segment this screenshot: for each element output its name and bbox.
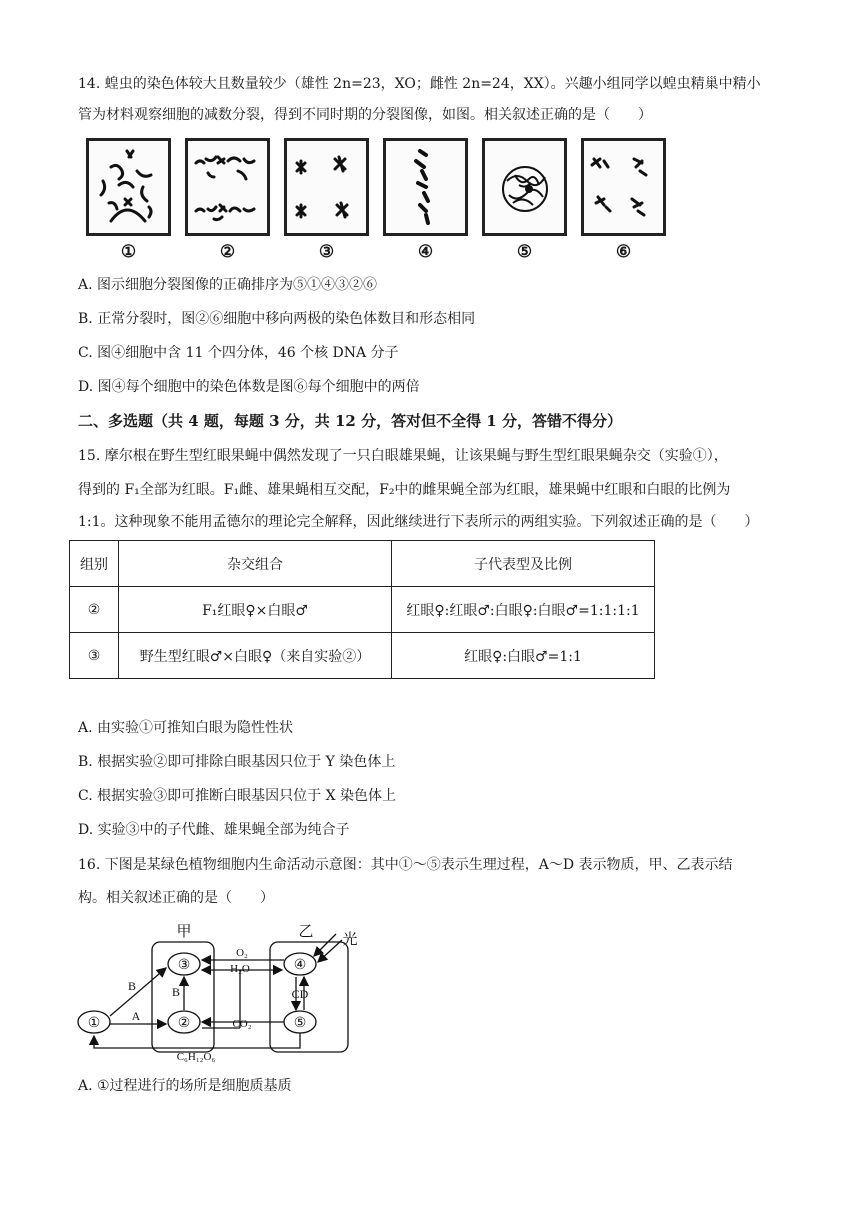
table-cell: ② <box>70 587 119 633</box>
q15-option-b: B. 根据实验②即可排除白眼基因只位于 Y 染色体上 <box>78 754 396 770</box>
table-cell: 红眼♀:白眼♂=1:1 <box>392 633 655 679</box>
table-header-row <box>70 541 655 587</box>
q15-stem-line1: 15. 摩尔根在野生型红眼果蝇中偶然发现了一只白眼雄果蝇，让该果蝇与野生型红眼果蝇杂交（实验①）， <box>78 448 728 464</box>
table-header-cell: 杂交组合 <box>119 541 392 587</box>
label-yi: 乙 <box>298 924 314 940</box>
table-cell: 野生型红眼♂×白眼♀（来自实验②） <box>119 633 392 679</box>
label-h2o: H₂O <box>230 963 250 975</box>
table-cell: 红眼♀:红眼♂:白眼♀:白眼♂=1:1:1:1 <box>392 587 655 633</box>
cell-label-6: ⑥ <box>615 242 632 262</box>
cell-image-3 <box>284 138 369 236</box>
label-jia: 甲 <box>176 924 192 940</box>
cell-label-1: ① <box>120 242 137 262</box>
node-label-5: ⑤ <box>293 1016 307 1031</box>
table-cell: ③ <box>70 633 119 679</box>
cell-image-6 <box>581 138 666 236</box>
q15-stem-line3: 1:1。这种现象不能用孟德尔的理论完全解释，因此继续进行下表所示的两组实验。下列叙述正确的是（ ） <box>78 514 759 530</box>
node-label-1: ① <box>87 1016 101 1031</box>
table-row <box>70 633 655 679</box>
q16-diagram <box>74 924 394 1064</box>
cell-image-2 <box>185 138 270 236</box>
cell-label-5: ⑤ <box>516 242 533 262</box>
q14-option-d: D. 图④每个细胞中的染色体数是图⑥每个细胞中的两倍 <box>78 379 420 395</box>
section-title: 二、多选题（共 4 题，每题 3 分，共 12 分，答对但不全得 1 分，答错不得分） <box>78 412 622 430</box>
cell-label-2: ② <box>219 242 236 262</box>
cell-image-1 <box>86 138 171 236</box>
cell-image-4 <box>383 138 468 236</box>
cell-label-4: ④ <box>417 242 434 262</box>
label-b: B <box>127 979 137 993</box>
q14-stem-line2: 管为材料观察细胞的减数分裂，得到不同时期的分裂图像，如图。相关叙述正确的是（ ） <box>78 107 652 123</box>
label-light: 光 <box>342 932 358 948</box>
table-row <box>70 587 655 633</box>
table-cell: F₁红眼♀×白眼♂ <box>119 587 392 633</box>
table-header-cell: 组别 <box>70 541 119 587</box>
q15-stem-line2: 得到的 F₁全部为红眼。F₁雌、雄果蝇相互交配，F₂中的雌果蝇全部为红眼，雄果蝇中红眼和白眼的比例为 <box>78 482 731 498</box>
label-co2: CO₂ <box>232 1018 252 1030</box>
q14-option-a: A. 图示细胞分裂图像的正确排序为⑤①④③②⑥ <box>78 277 378 293</box>
label-o2: O₂ <box>236 947 248 959</box>
structure-yi-box <box>270 942 348 1052</box>
q15-table <box>69 540 655 679</box>
q14-cell-images <box>86 138 676 266</box>
label-cd: CD <box>291 987 309 1001</box>
table-header-cell: 子代表型及比例 <box>392 541 655 587</box>
node-label-4: ④ <box>293 958 307 973</box>
label-a: A <box>131 1009 141 1023</box>
node-label-3: ③ <box>177 958 191 973</box>
q16-stem-line1: 16. 下图是某绿色植物细胞内生命活动示意图：其中①～⑤表示生理过程，A～D 表示物质，甲、乙表示结 <box>78 857 733 873</box>
label-glucose: C₆H₁₂O₆ <box>176 1051 216 1063</box>
cell-image-5 <box>482 138 567 236</box>
node-label-2: ② <box>177 1016 191 1031</box>
q14-option-c: C. 图④细胞中含 11 个四分体，46 个核 DNA 分子 <box>78 345 399 361</box>
q14-stem-line1: 14. 蝗虫的染色体较大且数量较少（雄性 2n=23，XO；雌性 2n=24，XX）。兴趣小组同学以蝗虫精巢中精小 <box>78 76 761 92</box>
q15-option-a: A. 由实验①可推知白眼为隐性性状 <box>78 720 294 736</box>
label-b2: B <box>171 985 181 999</box>
cell-label-3: ③ <box>318 242 335 262</box>
q16-stem-line2: 构。相关叙述正确的是（ ） <box>78 890 274 906</box>
q15-option-d: D. 实验③中的子代雌、雄果蝇全部为纯合子 <box>78 822 350 838</box>
q14-option-b: B. 正常分裂时，图②⑥细胞中移向两极的染色体数目和形态相同 <box>78 311 476 327</box>
q16-option-a: A. ①过程进行的场所是细胞质基质 <box>78 1078 292 1094</box>
q15-option-c: C. 根据实验③即可推断白眼基因只位于 X 染色体上 <box>78 788 396 804</box>
